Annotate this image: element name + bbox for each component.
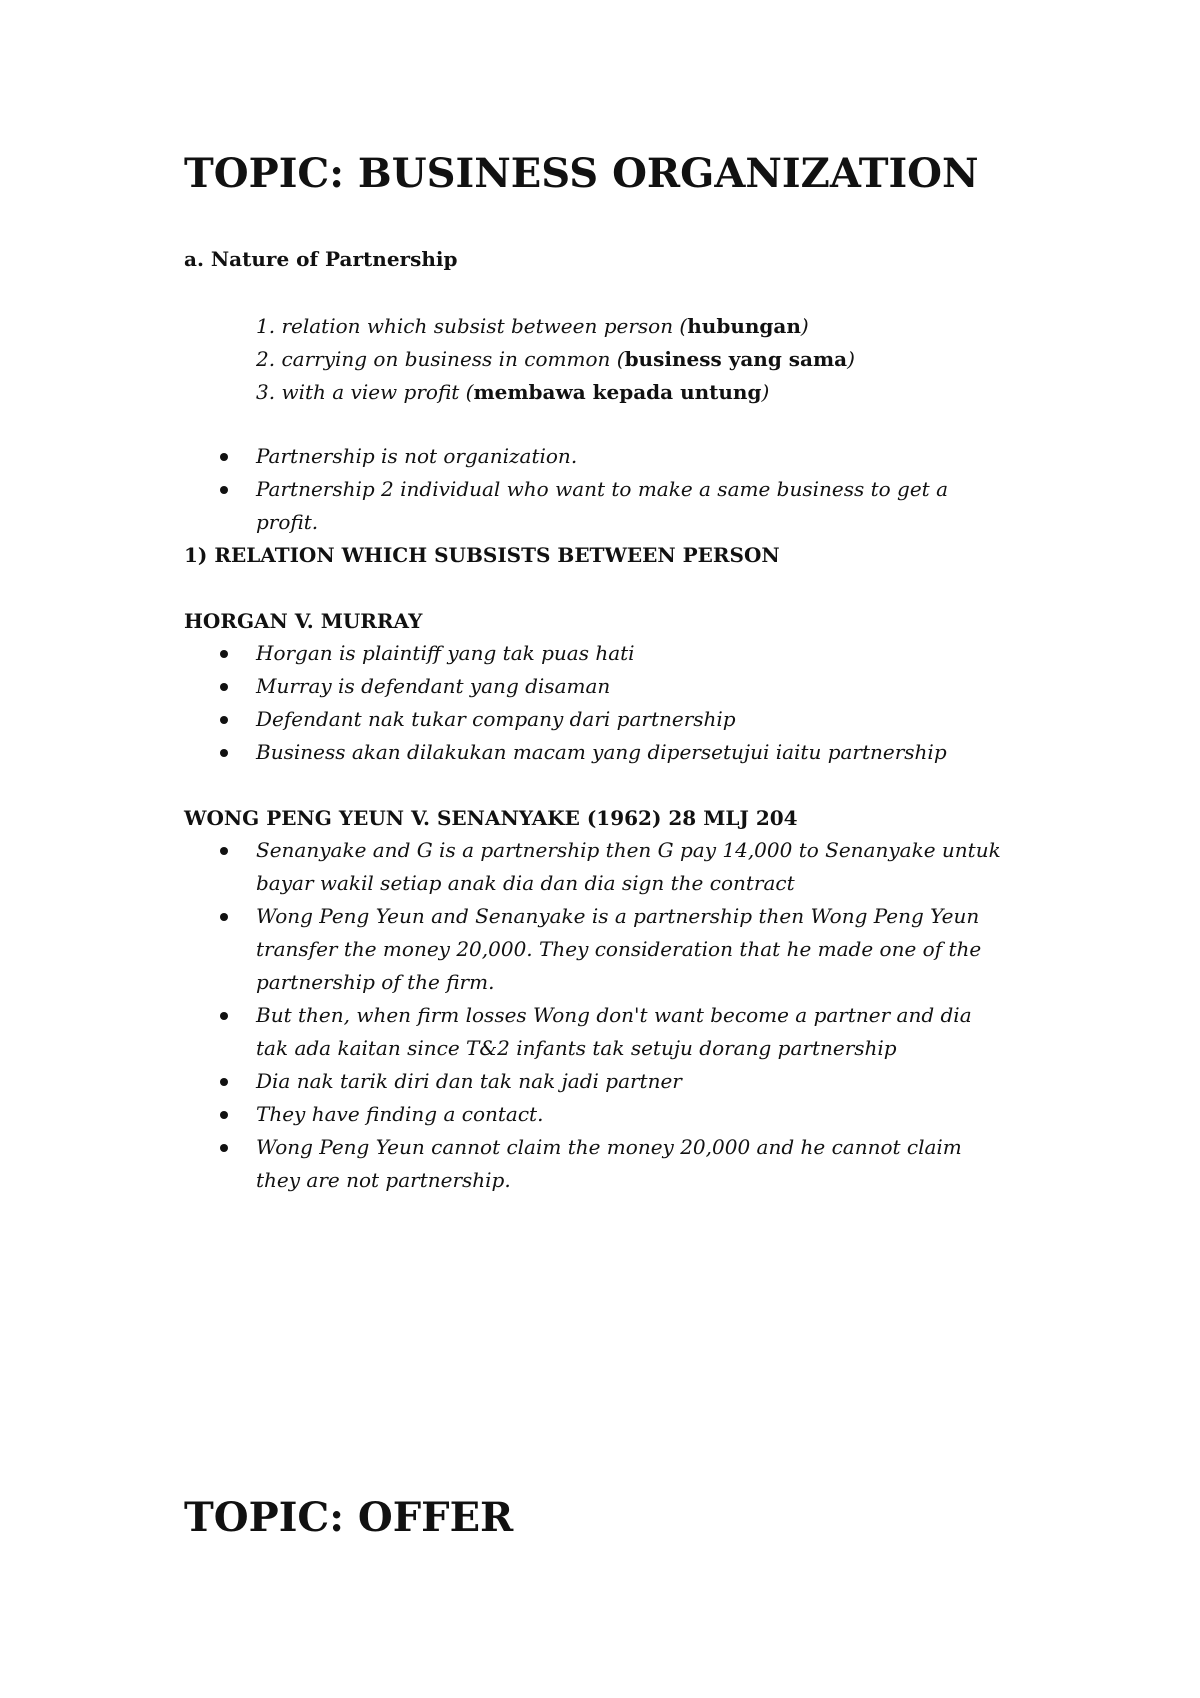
horgan-bullet-list: [216, 637, 1016, 769]
bullet-icon: [220, 1144, 228, 1152]
bullet-icon: [220, 1111, 228, 1119]
bullet-text: They have finding a contact.: [256, 1102, 544, 1126]
list-item: [216, 637, 1016, 670]
item-malay-term: business yang sama: [624, 347, 848, 371]
close-paren: ): [847, 347, 855, 371]
open-paren: (: [673, 314, 688, 338]
bullet-text: Wong Peng Yeun and Senanyake is a partnership then Wong Peng Yeun transfer the money 20,000. They consideration that he made one of the partnership of the firm.: [256, 904, 982, 994]
bullet-icon: [220, 716, 228, 724]
topic-title-offer: TOPIC: OFFER: [184, 1494, 514, 1541]
bullet-icon: [220, 650, 228, 658]
item-number: 2.: [256, 347, 276, 371]
topic-title-business-organization: TOPIC: BUSINESS ORGANIZATION: [184, 150, 979, 197]
open-paren: (: [610, 347, 625, 371]
list-item: [216, 670, 1016, 703]
list-item: [216, 999, 1006, 1065]
close-paren: ): [800, 314, 809, 338]
bullet-text: Wong Peng Yeun cannot claim the money 20,000 and he cannot claim they are not partnership.: [256, 1135, 962, 1192]
list-item: [216, 703, 1016, 736]
list-item: [216, 1065, 1006, 1098]
list-item: [256, 310, 855, 343]
partnership-bullet-list: [216, 440, 1016, 539]
list-item: [256, 343, 855, 376]
close-paren: ): [761, 380, 770, 404]
list-item: [216, 440, 1016, 473]
heading-relation-which-subsists: 1) RELATION WHICH SUBSISTS BETWEEN PERSON: [184, 543, 780, 567]
bullet-icon: [220, 749, 228, 757]
bullet-text: Partnership is not organization.: [256, 444, 578, 468]
list-item: [216, 1098, 1006, 1131]
item-text: relation which subsist between person: [281, 314, 674, 338]
bullet-icon: [220, 1078, 228, 1086]
list-item: [216, 900, 1006, 999]
item-text: carrying on business in common: [281, 347, 611, 371]
nature-numbered-list: [256, 310, 855, 409]
item-malay-term: hubungan: [687, 314, 801, 338]
bullet-text: Murray is defendant yang disaman: [256, 674, 611, 698]
bullet-text: Partnership 2 individual who want to make a same business to get a profit.: [256, 477, 948, 534]
subheading-nature-of-partnership: a. Nature of Partnership: [184, 247, 458, 271]
bullet-text: Defendant nak tukar company dari partnership: [256, 707, 736, 731]
wong-bullet-list: [216, 834, 1006, 1197]
bullet-icon: [220, 847, 228, 855]
open-paren: (: [459, 380, 474, 404]
list-item: [216, 736, 1016, 769]
bullet-icon: [220, 683, 228, 691]
bullet-text: Business akan dilakukan macam yang dipersetujui iaitu partnership: [256, 740, 947, 764]
item-text: with a view profit: [281, 380, 460, 404]
list-item: [216, 834, 1006, 900]
bullet-icon: [220, 486, 228, 494]
case-title-wong-peng-yeun: WONG PENG YEUN V. SENANYAKE (1962) 28 MLJ 204: [184, 806, 798, 830]
item-malay-term: membawa kepada untung: [473, 380, 762, 404]
list-item: [256, 376, 855, 409]
bullet-icon: [220, 1012, 228, 1020]
list-item: [216, 473, 1016, 539]
bullet-icon: [220, 913, 228, 921]
bullet-text: Horgan is plaintiff yang tak puas hati: [256, 641, 635, 665]
list-item: [216, 1131, 1006, 1197]
bullet-text: Senanyake and G is a partnership then G pay 14,000 to Senanyake untuk bayar wakil setiap anak dia dan dia sign the contract: [256, 838, 1001, 895]
case-title-horgan-v-murray: HORGAN V. MURRAY: [184, 609, 423, 633]
item-number: 3.: [256, 380, 276, 404]
bullet-text: But then, when firm losses Wong don't want become a partner and dia tak ada kaitan since T&2 infants tak setuju dorang partnership: [256, 1003, 972, 1060]
bullet-icon: [220, 453, 228, 461]
bullet-text: Dia nak tarik diri dan tak nak jadi partner: [256, 1069, 682, 1093]
item-number: 1.: [256, 314, 276, 338]
